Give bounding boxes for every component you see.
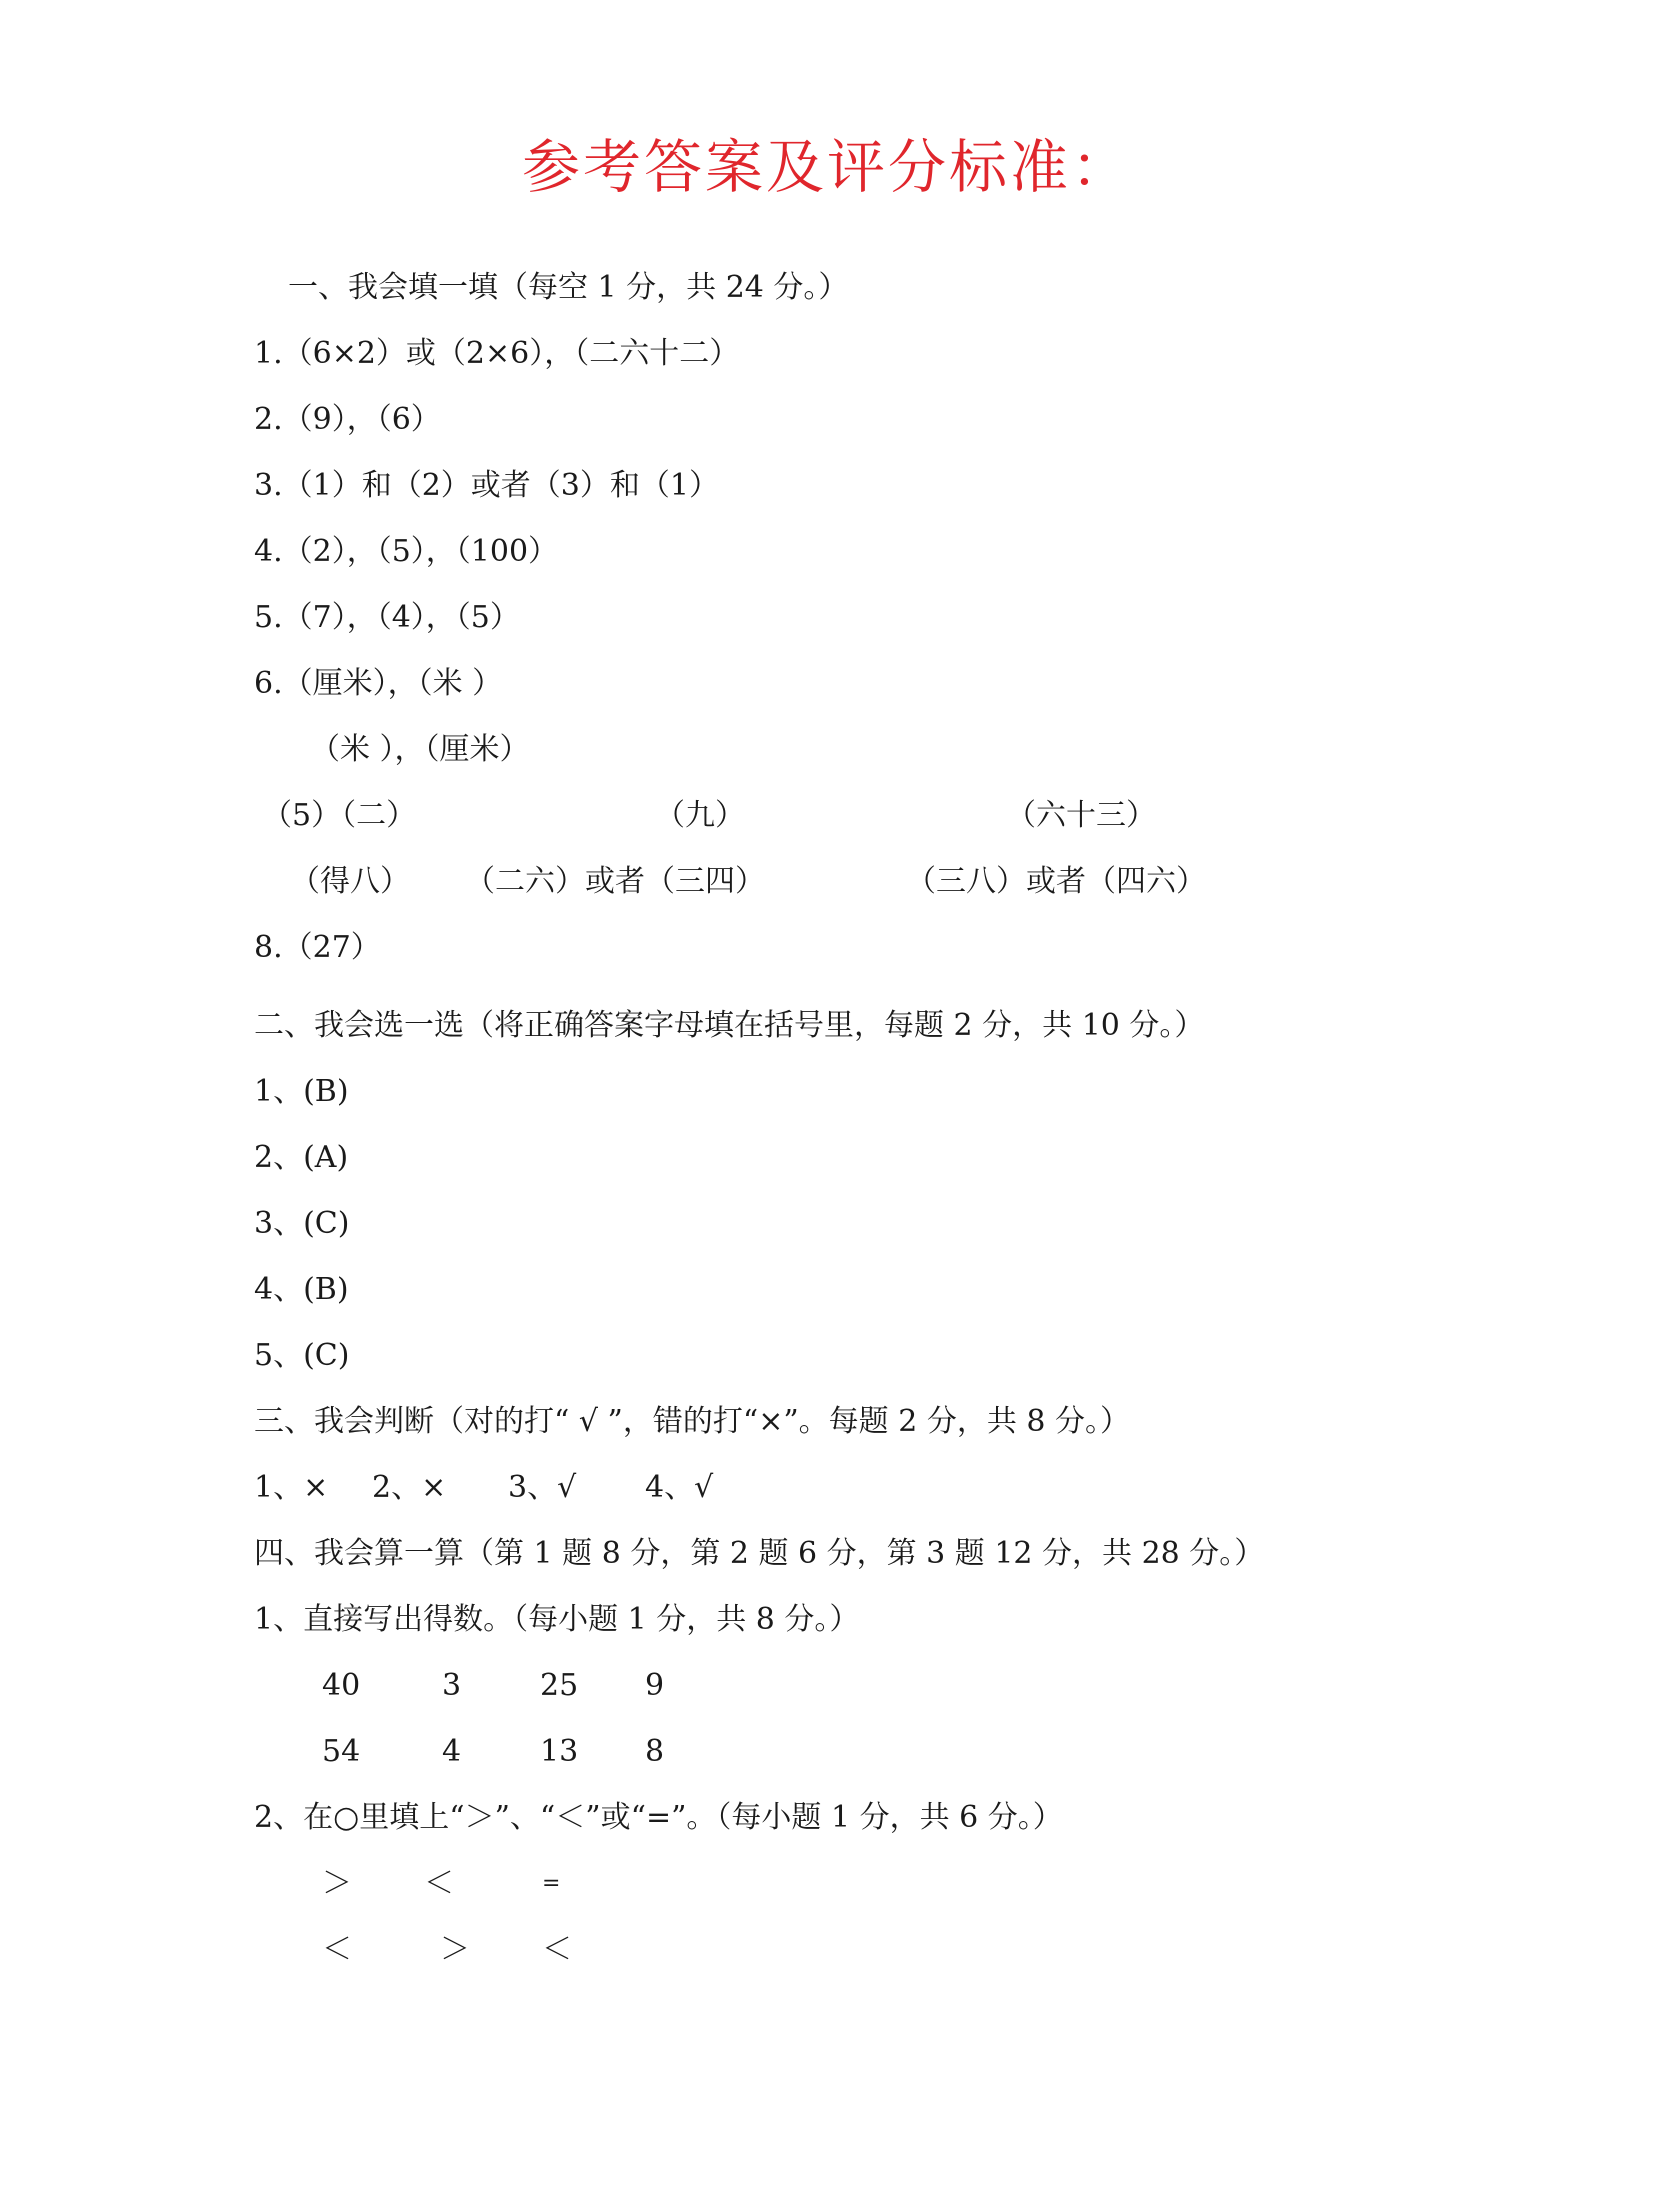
calc-row1-3: 25 [540, 1668, 579, 1703]
calc-row2-3: 13 [540, 1734, 579, 1769]
compare-row2-3: ＜ [542, 1932, 572, 1967]
section-4-sub1: 1、直接写出得数。（每小题 1 分，共 8 分。） [254, 1602, 860, 1637]
compare-row1-2: ＜ [424, 1866, 454, 1901]
answer-2-5: 5、(C) [254, 1338, 350, 1373]
calc-row1-2: 3 [442, 1668, 462, 1703]
answer-3-4: 4、√ [645, 1470, 714, 1505]
calc-row1-4: 9 [645, 1668, 665, 1703]
answer-1-3: 3.（1）和（2）或者（3）和（1） [254, 468, 719, 503]
compare-row2-1: ＜ [322, 1932, 352, 1967]
answer-1-7-b2: （二六）或者（三四） [465, 864, 765, 899]
section-4-heading: 四、我会算一算（第 1 题 8 分，第 2 题 6 分，第 3 题 12 分，共 28 分。） [254, 1536, 1265, 1571]
answer-2-2: 2、(A) [254, 1140, 349, 1175]
answer-3-2: 2、× [372, 1470, 447, 1505]
answer-1-1: 1.（6×2）或（2×6），（二六十二） [254, 336, 740, 371]
answer-1-7-a1: （5）（二） [262, 798, 417, 833]
answer-3-3: 3、√ [508, 1470, 577, 1505]
answer-2-1: 1、(B) [254, 1074, 349, 1109]
compare-row1-3: = [542, 1871, 561, 1896]
compare-row1-1: ＞ [322, 1866, 352, 1901]
answer-1-8: 8.（27） [254, 930, 381, 965]
section-4-sub2: 2、在○里填上“＞”、“＜”或“=”。（每小题 1 分，共 6 分。） [254, 1800, 1063, 1835]
calc-row1-1: 40 [322, 1668, 361, 1703]
compare-row2-2: ＞ [440, 1932, 470, 1967]
answer-3-1: 1、× [254, 1470, 329, 1505]
calc-row2-2: 4 [442, 1734, 462, 1769]
answer-1-7-b3: （三八）或者（四六） [906, 864, 1206, 899]
answer-1-4: 4.（2），（5），（100） [254, 534, 559, 569]
answer-1-7-b1: （得八） [290, 864, 410, 899]
answer-1-6b: （米 ），（厘米） [310, 732, 530, 767]
answer-1-2: 2.（9），（6） [254, 402, 441, 437]
answer-1-7-a3: （六十三） [1006, 798, 1156, 833]
answer-2-3: 3、(C) [254, 1206, 350, 1241]
calc-row2-4: 8 [645, 1734, 665, 1769]
answer-1-6a: 6.（厘米），（米 ） [254, 666, 503, 701]
section-3-heading: 三、我会判断（对的打“ √ ”，错的打“×”。每题 2 分，共 8 分。） [254, 1404, 1130, 1439]
page-title: 参考答案及评分标准： [521, 133, 1132, 201]
answer-1-7-a2: （九） [655, 798, 745, 833]
calc-row2-1: 54 [322, 1734, 361, 1769]
section-1-heading: 一、我会填一填（每空 1 分，共 24 分。） [288, 270, 849, 305]
answer-1-5: 5.（7），（4），（5） [254, 600, 520, 635]
section-2-heading: 二、我会选一选（将正确答案字母填在括号里，每题 2 分，共 10 分。） [254, 1008, 1205, 1043]
answer-2-4: 4、(B) [254, 1272, 349, 1307]
